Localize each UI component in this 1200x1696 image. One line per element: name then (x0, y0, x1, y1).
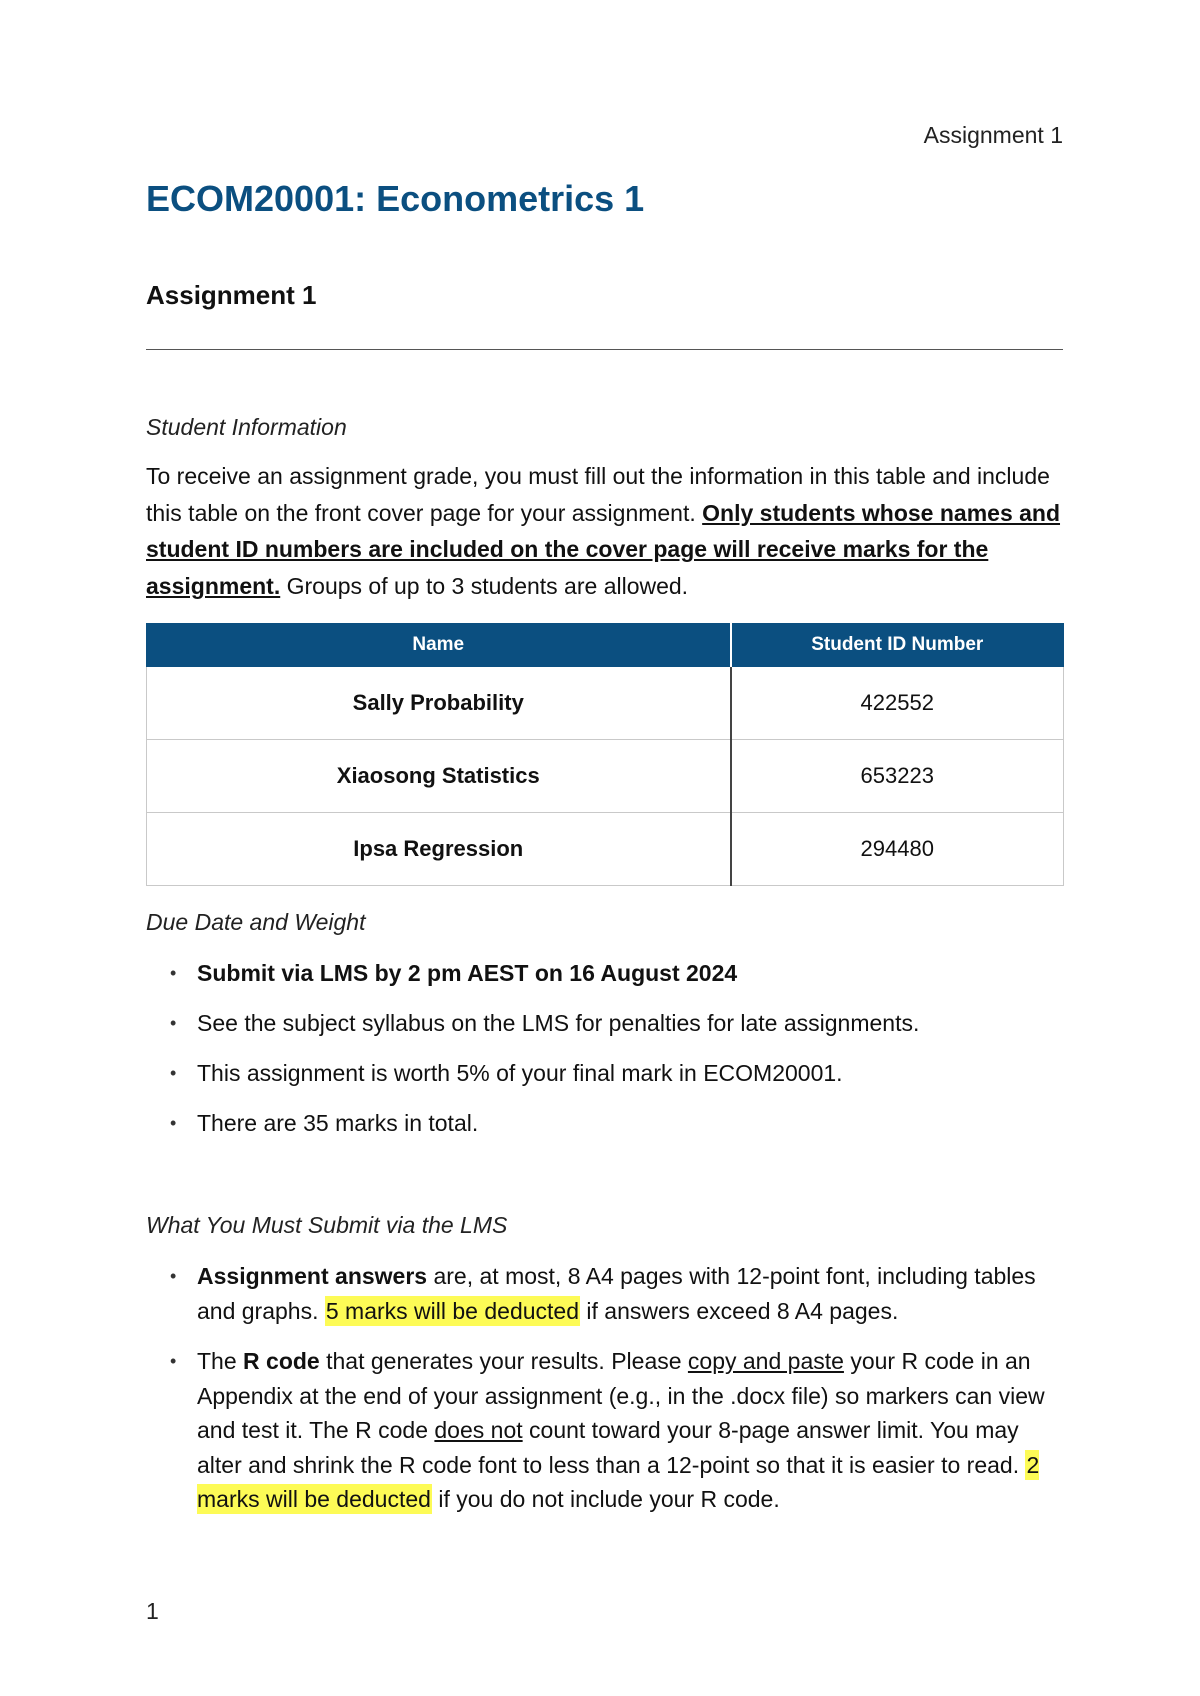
column-header-name: Name (147, 624, 731, 667)
page-number: 1 (146, 1598, 159, 1624)
student-name: Ipsa Regression (147, 813, 731, 886)
submission-heading: What You Must Submit via the LMS (146, 1212, 508, 1238)
due-date-list (146, 956, 1056, 1141)
intro-bold-warning: Only students whose names and student ID numbers are included on the cover page will receive marks for the assignment. (146, 499, 1061, 600)
student-info-paragraph (146, 458, 1066, 605)
table-row (147, 667, 1064, 740)
table-row (147, 813, 1064, 886)
intro-text: To receive an assignment grade, you must fill out the information in this table and include this table on the front cover page for your assignment. (146, 463, 1050, 526)
does-not-underline: does not (434, 1417, 523, 1443)
list-item: • There are 35 marks in total. (146, 1106, 1056, 1141)
student-name: Xiaosong Statistics (147, 740, 731, 813)
answers-text: are, at most, 8 A4 pages with 12-point font, including tables and graphs. (197, 1263, 1036, 1324)
table-row (147, 740, 1064, 813)
rcode-label: R code (243, 1348, 320, 1374)
running-header: Assignment 1 (923, 122, 1063, 148)
rcode-text: that generates your results. Please (326, 1348, 682, 1374)
deduction-highlight: 5 marks will be deducted (325, 1297, 579, 1324)
list-item: • This assignment is worth 5% of your final mark in ECOM20001. (146, 1056, 1056, 1091)
student-id: 653223 (731, 740, 1064, 813)
deduction-highlight: 2 marks will be deducted (197, 1451, 1040, 1512)
answers-label: Assignment answers (197, 1263, 428, 1289)
student-id: 422552 (731, 667, 1064, 740)
list-item (146, 956, 1056, 991)
column-header-student-id: Student ID Number (731, 624, 1064, 667)
intro-tail: Groups of up to 3 students are allowed. (286, 573, 689, 600)
due-date-heading: Due Date and Weight (146, 909, 366, 935)
list-item: • See the subject syllabus on the LMS for penalties for late assignments. (146, 1006, 1056, 1041)
rcode-text-4: if you do not include your R code. (438, 1486, 780, 1512)
submit-deadline: Submit via LMS by 2 pm AEST on 16 August 2024 (197, 960, 738, 986)
submission-list (146, 1259, 1056, 1517)
student-id: 294480 (731, 813, 1064, 886)
horizontal-rule (146, 349, 1063, 350)
list-item (146, 1344, 1056, 1517)
table-header-row (147, 624, 1064, 667)
document-subtitle: Assignment 1 (146, 280, 317, 310)
student-info-heading: Student Information (146, 414, 347, 440)
list-item (146, 1259, 1056, 1328)
answers-text-end: if answers exceed 8 A4 pages. (586, 1297, 899, 1324)
rcode-lead: The (197, 1348, 237, 1374)
student-table (146, 623, 1064, 886)
rcode-text-3: count toward your 8-page answer limit. You may alter and shrink the R code font to less than a 12-point so that it is easier to read. (197, 1417, 1020, 1478)
student-name: Sally Probability (147, 667, 731, 740)
copy-paste-underline: copy and paste (687, 1348, 844, 1374)
rcode-text-2: your R code in an Appendix at the end of your assignment (e.g., in the .docx file) so markers can view and test it. The R code (197, 1348, 1045, 1443)
document-title: ECOM20001: Econometrics 1 (146, 178, 645, 219)
